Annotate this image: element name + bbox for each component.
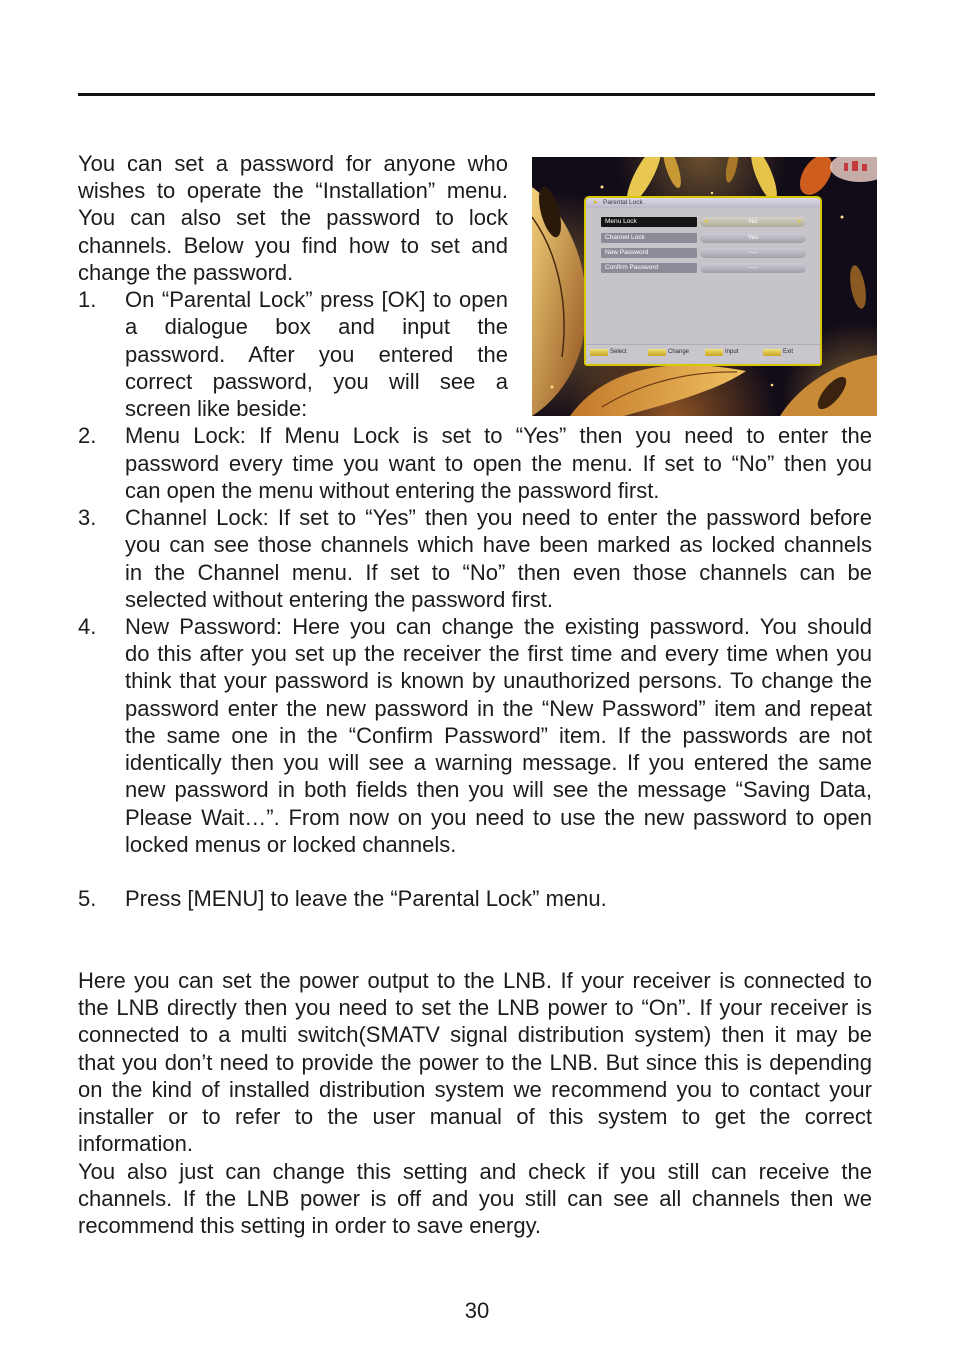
text-line: that you don’t need to provide the power to the LNB. But since this is depending	[78, 1049, 872, 1075]
text-line: can open the menu without entering the password first.	[125, 477, 660, 503]
text-line: wishes to operate the “Installation” menu.	[78, 178, 508, 204]
text-line: channels. If the LNB power is off and you still can see all channels then we	[78, 1185, 872, 1211]
step-3	[78, 504, 872, 613]
menu-row-label: Menu Lock	[601, 217, 697, 227]
menu-title: Parental Lock	[603, 199, 643, 206]
step-5	[78, 885, 872, 912]
text-line: selected without entering the password first.	[125, 586, 554, 612]
text-line: think that your password is known by unauthorized persons. To change the	[125, 668, 872, 694]
menu-row-value-text: Yes	[747, 234, 759, 241]
intro-paragraph	[78, 150, 508, 286]
text-line: Menu Lock: If Menu Lock is set to “Yes” then you need to enter the	[125, 423, 872, 449]
text-line: do this after you set up the receiver the first time and every time when you	[125, 641, 872, 667]
step-number: 3.	[78, 505, 97, 531]
text-line: You also just can change this setting and check if you still can receive the	[78, 1158, 872, 1184]
step-number: 5.	[78, 886, 97, 912]
page-number: 30	[464, 1298, 490, 1323]
step-number: 4.	[78, 613, 97, 639]
step-text	[125, 286, 508, 422]
text-line: password. After you entered the	[125, 341, 508, 367]
text-line: on the kind of installed distribution system we recommend you to contact your	[78, 1076, 872, 1102]
text-line: identically then you will see a warning message. If you entered the same	[125, 750, 872, 776]
left-arrow-icon: ◂	[704, 218, 708, 225]
menu-row-label: Channel Lock	[601, 233, 697, 243]
menu-row-label: Confirm Password	[601, 263, 697, 273]
menu-row-label: New Password	[601, 248, 697, 258]
step-1	[78, 286, 872, 422]
energy-saving-paragraph	[78, 1158, 872, 1240]
text-line: the LNB directly then you need to set the LNB power to “On”. If your receiver is	[78, 995, 872, 1021]
text-line: correct password, you will see a	[125, 368, 508, 394]
step-text	[125, 613, 872, 858]
text-line: a dialogue box and input the	[125, 314, 508, 340]
text-line: Please Wait…”. From now on you need to use the new password to open	[125, 804, 872, 830]
spacer	[78, 913, 872, 967]
text-line: screen like beside:	[125, 396, 308, 422]
text-line: password enter the new password in the “New Password” item and repeat	[125, 695, 872, 721]
header-rule	[78, 93, 875, 96]
text-line: You can also set the password to lock	[78, 205, 508, 231]
text-line: You can set a password for anyone who	[78, 151, 508, 176]
menu-row-value-text: No	[748, 218, 758, 225]
text-line: change the password.	[78, 259, 294, 285]
step-number: 1.	[78, 287, 97, 313]
arrow-icon: ▸	[594, 199, 598, 206]
step-text	[125, 885, 872, 912]
step-4	[78, 613, 872, 858]
text-line: locked menus or locked channels.	[125, 831, 457, 857]
text-line: Press [MENU] to leave the “Parental Lock” menu.	[125, 886, 607, 912]
text-line: in the Channel menu. If set to “No” then even those channels can be	[125, 559, 872, 585]
menu-row-value-text: ----	[748, 264, 758, 271]
body-text	[78, 150, 872, 1239]
footer-hint: Change	[668, 349, 690, 355]
text-line: New Password: Here you can change the existing password. You should	[125, 613, 872, 639]
lnb-power-paragraph	[78, 967, 872, 1158]
text-line: password every time you want to open the menu. If set to “No” then you	[125, 450, 872, 476]
step-number: 2.	[78, 423, 97, 449]
step-text	[125, 422, 872, 504]
spacer	[78, 858, 872, 885]
text-line: installer or to refer to the user manual of this system to get the correct	[78, 1104, 872, 1130]
right-arrow-icon: ▸	[798, 218, 802, 225]
text-line: the same one in the “Confirm Password” item. If the passwords are not	[125, 722, 872, 748]
menu-row-value-text: ----	[748, 249, 758, 256]
footer-hint: Input	[725, 349, 739, 355]
text-line: recommend this setting in order to save energy.	[78, 1213, 542, 1239]
text-line: connected to a multi switch(SMATV signal distribution system) then it may be	[78, 1022, 872, 1048]
step-text	[125, 504, 872, 613]
text-line: On “Parental Lock” press [OK] to open	[125, 287, 508, 313]
text-line: new password in both fields then you will see the message “Saving Data,	[125, 777, 872, 803]
text-line: channels. Below you find how to set and	[78, 232, 508, 258]
text-line: Channel Lock: If set to “Yes” then you need to enter the password before	[125, 505, 872, 531]
text-line: you can see those channels which have been marked as locked channels	[125, 532, 872, 558]
step-2	[78, 422, 872, 504]
footer-hint: Select	[610, 349, 627, 355]
text-line: Here you can set the power output to the LNB. If your receiver is connected to	[78, 968, 872, 993]
text-line: information.	[78, 1131, 193, 1157]
footer-hint: Exit	[783, 349, 794, 355]
